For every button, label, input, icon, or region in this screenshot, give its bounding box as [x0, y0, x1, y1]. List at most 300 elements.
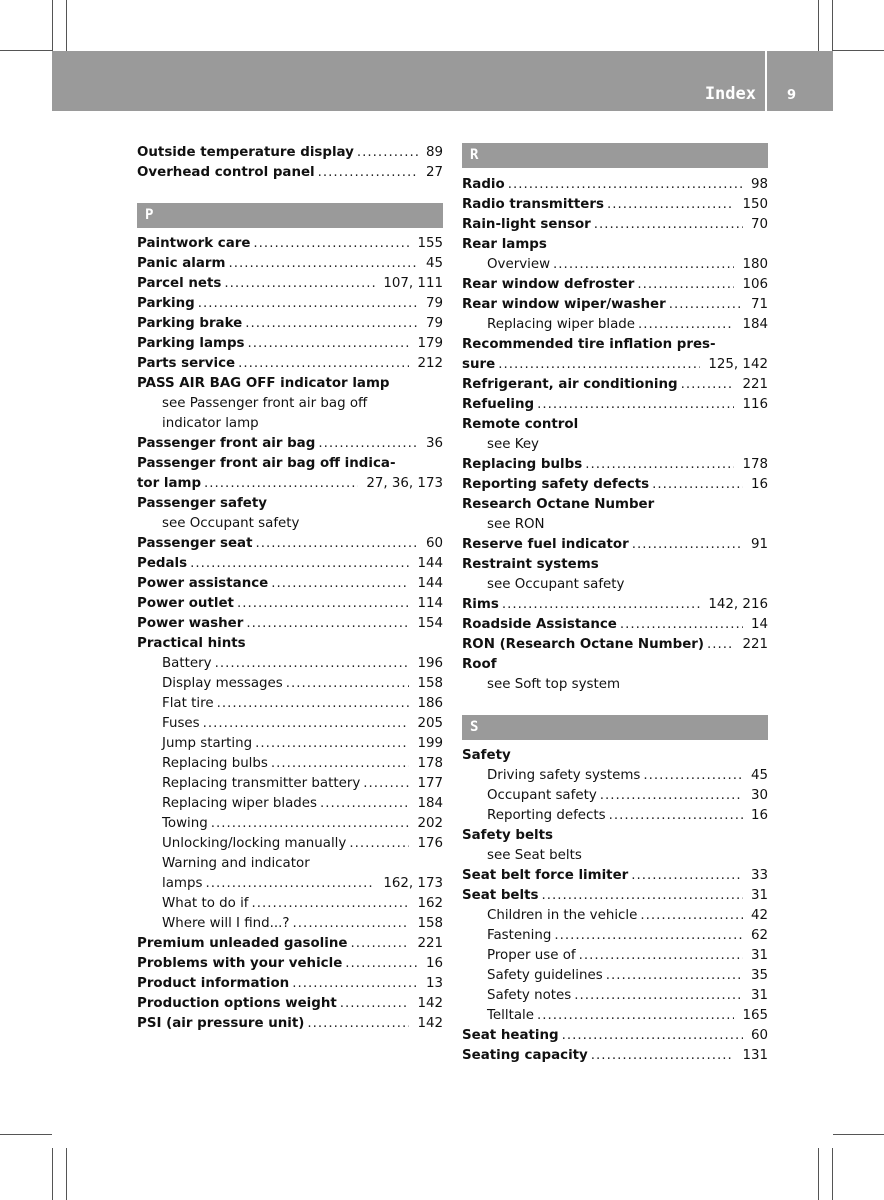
index-entry — [137, 594, 443, 614]
entry-page-ref: 158 — [417, 676, 443, 691]
entry-term: Refueling — [462, 397, 535, 412]
entry-term: Overview — [487, 257, 551, 272]
entry-page-ref: 186 — [417, 696, 443, 711]
dot-leader — [205, 874, 375, 894]
index-subentry — [462, 675, 768, 695]
index-subentry — [462, 846, 768, 866]
index-entry — [137, 334, 443, 354]
entry-term: Occupant safety — [487, 788, 597, 803]
entry-page-ref: 30 — [750, 788, 768, 803]
crop-mark — [66, 1148, 67, 1200]
entry-term: Children in the vehicle — [487, 908, 638, 923]
index-subentry — [137, 914, 443, 934]
index-subentry — [137, 734, 443, 754]
dot-leader — [253, 234, 409, 254]
entry-page-ref: 36 — [425, 436, 443, 451]
dot-leader — [585, 455, 734, 475]
index-entry — [137, 314, 443, 334]
dot-leader — [640, 906, 743, 926]
entry-page-ref: 221 — [742, 377, 768, 392]
dot-leader — [307, 1014, 409, 1034]
entry-page-ref: 196 — [417, 656, 443, 671]
dot-leader — [594, 215, 743, 235]
crop-mark — [66, 0, 67, 51]
dot-leader — [293, 914, 410, 934]
dot-leader — [643, 766, 743, 786]
dot-leader — [350, 934, 409, 954]
index-subentry — [462, 1006, 768, 1026]
entry-page-ref: 179 — [417, 336, 443, 351]
index-subentry — [137, 674, 443, 694]
index-entry — [462, 886, 768, 906]
dot-leader — [345, 954, 418, 974]
index-entry — [137, 954, 443, 974]
entry-page-ref: 35 — [750, 968, 768, 983]
entry-term: tor lamp — [137, 476, 202, 491]
entry-page-ref: 60 — [750, 1028, 768, 1043]
entry-term: Passenger front air bag off indica- — [137, 456, 396, 471]
crop-mark — [0, 1134, 52, 1135]
entry-term: Parts service — [137, 356, 236, 371]
entry-page-ref: 31 — [750, 988, 768, 1003]
index-entry — [462, 375, 768, 395]
index-entry — [462, 535, 768, 555]
entry-term: Safety — [462, 748, 511, 763]
index-subentry — [462, 435, 768, 455]
dot-leader — [363, 774, 409, 794]
crop-mark — [0, 50, 52, 51]
index-subentry — [137, 894, 443, 914]
dot-leader — [292, 974, 418, 994]
entry-term: Replacing wiper blades — [162, 796, 318, 811]
crop-mark — [833, 1134, 884, 1135]
index-entry — [462, 235, 768, 255]
index-subentry — [462, 766, 768, 786]
entry-page-ref: 221 — [742, 637, 768, 652]
index-entry — [462, 595, 768, 615]
entry-term: Towing — [162, 816, 208, 831]
dot-leader — [502, 595, 701, 615]
entry-term: Panic alarm — [137, 256, 226, 271]
crop-mark — [818, 0, 819, 51]
entry-page-ref: 91 — [750, 537, 768, 552]
index-subentry — [137, 834, 443, 854]
entry-page-ref: 106 — [742, 277, 768, 292]
dot-leader — [669, 295, 743, 315]
index-entry — [462, 275, 768, 295]
entry-term: What to do if — [162, 896, 249, 911]
entry-term: Replacing wiper blade — [487, 317, 636, 332]
dot-leader — [349, 834, 409, 854]
crop-mark — [832, 1148, 833, 1200]
entry-page-ref: 165 — [742, 1008, 768, 1023]
index-entry — [462, 395, 768, 415]
entry-page-ref: 31 — [750, 888, 768, 903]
entry-page-ref: 13 — [425, 976, 443, 991]
index-subentry — [462, 926, 768, 946]
index-subentry — [137, 394, 443, 414]
entry-term: Rear window wiper/washer — [462, 297, 666, 312]
entry-term: see Key — [487, 437, 539, 452]
entry-term: Jump starting — [162, 736, 253, 751]
entry-page-ref: 79 — [425, 316, 443, 331]
entry-page-ref: 42 — [750, 908, 768, 923]
dot-leader — [318, 163, 418, 183]
section-header-r: R — [462, 143, 768, 168]
entry-term: Outside temperature display — [137, 145, 354, 160]
section-header-p: P — [137, 203, 443, 228]
index-entry — [137, 374, 443, 394]
entry-term: Seat belt force limiter — [462, 868, 629, 883]
entry-term: Warning and indicator — [162, 856, 310, 871]
entry-term: Reporting safety defects — [462, 477, 650, 492]
entry-page-ref: 184 — [417, 796, 443, 811]
entry-term: Overhead control panel — [137, 165, 315, 180]
index-entry — [137, 934, 443, 954]
entry-page-ref: 176 — [417, 836, 443, 851]
index-subentry — [137, 754, 443, 774]
dot-leader — [579, 946, 743, 966]
dot-leader — [553, 255, 734, 275]
entry-page-ref: 142 — [417, 996, 443, 1011]
index-entry — [462, 655, 768, 675]
entry-term: lamps — [162, 876, 203, 891]
entry-term: Display messages — [162, 676, 283, 691]
entry-term: Unlocking/locking manually — [162, 836, 347, 851]
entry-term: see Occupant safety — [162, 516, 300, 531]
entry-term: Safety belts — [462, 828, 554, 843]
entry-term: Practical hints — [137, 636, 246, 651]
index-entry — [137, 354, 443, 374]
entry-term: Reporting defects — [487, 808, 606, 823]
entry-term: Roadside Assistance — [462, 617, 617, 632]
entry-page-ref: 177 — [417, 776, 443, 791]
dot-leader — [203, 714, 410, 734]
dot-leader — [537, 1006, 734, 1026]
entry-term: Research Octane Number — [462, 497, 655, 512]
entry-term: Passenger seat — [137, 536, 253, 551]
dot-leader — [286, 674, 410, 694]
entry-term: Power washer — [137, 616, 244, 631]
dot-leader — [606, 966, 743, 986]
index-entry — [137, 434, 443, 454]
crop-mark — [833, 50, 884, 51]
entry-term: Radio transmitters — [462, 197, 604, 212]
entry-list — [462, 175, 768, 695]
entry-term: Parking lamps — [137, 336, 245, 351]
dot-leader — [198, 294, 418, 314]
index-entry — [462, 555, 768, 575]
index-entry — [462, 175, 768, 195]
index-subentry — [462, 575, 768, 595]
entry-term: Product information — [137, 976, 290, 991]
entry-page-ref: 14 — [750, 617, 768, 632]
crop-mark — [818, 1148, 819, 1200]
entry-term: Reserve fuel indicator — [462, 537, 629, 552]
index-entry — [137, 274, 443, 294]
entry-term: Paintwork care — [137, 236, 251, 251]
entry-term: Seat heating — [462, 1028, 559, 1043]
index-entry — [137, 474, 443, 494]
index-subentry — [137, 774, 443, 794]
dot-leader — [271, 574, 409, 594]
index-subentry — [462, 906, 768, 926]
dot-leader — [637, 275, 734, 295]
entry-page-ref: 131 — [742, 1048, 768, 1063]
page-number: 9 — [787, 88, 797, 103]
dot-leader — [631, 866, 743, 886]
entry-term: RON (Research Octane Number) — [462, 637, 705, 652]
index-entry — [462, 1046, 768, 1066]
entry-term: Radio — [462, 177, 505, 192]
index-subentry — [462, 806, 768, 826]
entry-term: Rear lamps — [462, 237, 547, 252]
entry-term: Fastening — [487, 928, 552, 943]
index-entry — [462, 866, 768, 886]
dot-leader — [248, 334, 410, 354]
index-entry — [137, 143, 443, 163]
entry-page-ref: 27 — [425, 165, 443, 180]
dot-leader — [255, 734, 409, 754]
entry-term: Flat tire — [162, 696, 214, 711]
dot-leader — [508, 175, 743, 195]
entry-page-ref: 62 — [750, 928, 768, 943]
dot-leader — [215, 654, 410, 674]
entry-page-ref: 71 — [750, 297, 768, 312]
dot-leader — [228, 254, 418, 274]
index-entry — [137, 494, 443, 514]
entry-term: Recommended tire inflation pres- — [462, 337, 716, 352]
entry-page-ref: 98 — [750, 177, 768, 192]
index-entry — [462, 295, 768, 315]
index-entry — [462, 826, 768, 846]
entry-term: see Passenger front air bag off — [162, 396, 368, 411]
entry-page-ref: 116 — [742, 397, 768, 412]
index-subentry — [462, 515, 768, 535]
entry-page-ref: 79 — [425, 296, 443, 311]
index-entry — [137, 994, 443, 1014]
index-entry — [462, 615, 768, 635]
dot-leader — [498, 355, 700, 375]
index-entry — [137, 163, 443, 183]
index-entry — [462, 746, 768, 766]
index-entry — [462, 1026, 768, 1046]
index-entry — [137, 534, 443, 554]
index-entry — [462, 495, 768, 515]
entry-term: Rear window defroster — [462, 277, 635, 292]
page-title: Index — [704, 84, 756, 104]
entry-list — [137, 234, 443, 1034]
entry-page-ref: 155 — [417, 236, 443, 251]
dot-leader — [638, 315, 734, 335]
entry-term: Restraint systems — [462, 557, 599, 572]
entry-term: Replacing transmitter battery — [162, 776, 361, 791]
dot-leader — [217, 694, 410, 714]
entry-term: see Seat belts — [487, 848, 582, 863]
entry-page-ref: 31 — [750, 948, 768, 963]
dot-leader — [562, 1026, 743, 1046]
entry-term: Rims — [462, 597, 499, 612]
index-subentry — [462, 315, 768, 335]
entry-term: PSI (air pressure unit) — [137, 1016, 305, 1031]
index-subentry — [137, 654, 443, 674]
index-entry — [462, 215, 768, 235]
dot-leader — [224, 274, 375, 294]
entry-page-ref: 212 — [417, 356, 443, 371]
crop-mark — [52, 1148, 53, 1200]
index-subentry — [137, 414, 443, 434]
index-subentry — [137, 854, 443, 874]
entry-term: Driving safety systems — [487, 768, 641, 783]
entry-page-ref: 114 — [417, 596, 443, 611]
entry-page-ref: 45 — [750, 768, 768, 783]
entry-term: Remote control — [462, 417, 579, 432]
entry-page-ref: 89 — [425, 145, 443, 160]
entry-term: PASS AIR BAG OFF indicator lamp — [137, 376, 390, 391]
index-entry — [462, 415, 768, 435]
index-entry — [137, 974, 443, 994]
entry-term: Proper use of — [487, 948, 576, 963]
dot-leader — [255, 534, 417, 554]
entry-term: Parcel nets — [137, 276, 222, 291]
dot-leader — [357, 143, 418, 163]
index-entry — [462, 635, 768, 655]
index-column-left — [137, 143, 443, 1034]
index-entry — [137, 294, 443, 314]
index-entry — [137, 614, 443, 634]
dot-leader — [574, 986, 743, 1006]
entry-term: Seat belts — [462, 888, 539, 903]
index-subentry — [137, 794, 443, 814]
index-entry — [137, 634, 443, 654]
dot-leader — [252, 894, 410, 914]
dot-leader — [271, 754, 410, 774]
dot-leader — [541, 886, 742, 906]
index-subentry — [462, 255, 768, 275]
dot-leader — [681, 375, 735, 395]
index-subentry — [462, 786, 768, 806]
entry-term: Fuses — [162, 716, 200, 731]
index-subentry — [137, 514, 443, 534]
index-entry — [462, 355, 768, 375]
entry-term: Production options weight — [137, 996, 337, 1011]
dot-leader — [238, 354, 409, 374]
header-divider — [765, 51, 767, 111]
entry-page-ref: 199 — [417, 736, 443, 751]
crop-mark — [52, 0, 53, 51]
entry-page-ref: 142 — [417, 1016, 443, 1031]
dot-leader — [204, 474, 358, 494]
entry-term: Replacing bulbs — [162, 756, 268, 771]
entry-page-ref: 16 — [425, 956, 443, 971]
index-entry — [462, 475, 768, 495]
dot-leader — [652, 475, 743, 495]
dot-leader — [554, 926, 743, 946]
entry-page-ref: 142, 216 — [708, 597, 768, 612]
dot-leader — [632, 535, 743, 555]
entry-page-ref: 144 — [417, 576, 443, 591]
dot-leader — [609, 806, 743, 826]
entry-term: Problems with your vehicle — [137, 956, 343, 971]
dot-leader — [537, 395, 734, 415]
entry-term: Premium unleaded gasoline — [137, 936, 348, 951]
entry-page-ref: 205 — [417, 716, 443, 731]
entry-page-ref: 125, 142 — [708, 357, 768, 372]
section-header-s: S — [462, 715, 768, 740]
entry-term: Power assistance — [137, 576, 269, 591]
entry-page-ref: 154 — [417, 616, 443, 631]
entry-term: see RON — [487, 517, 545, 532]
entry-term: Rain-light sensor — [462, 217, 591, 232]
dot-leader — [237, 594, 409, 614]
entry-page-ref: 60 — [425, 536, 443, 551]
dot-leader — [320, 794, 409, 814]
index-entry — [137, 1014, 443, 1034]
entry-term: sure — [462, 357, 496, 372]
index-entry — [462, 335, 768, 355]
entry-term: Where will I find...? — [162, 916, 290, 931]
index-entry — [462, 195, 768, 215]
index-entry — [137, 254, 443, 274]
entry-page-ref: 162, 173 — [383, 876, 443, 891]
index-entry — [137, 554, 443, 574]
entry-term: Battery — [162, 656, 212, 671]
dot-leader — [607, 195, 735, 215]
dot-leader — [620, 615, 743, 635]
index-subentry — [137, 874, 443, 894]
index-subentry — [462, 966, 768, 986]
dot-leader — [340, 994, 410, 1014]
entry-page-ref: 45 — [425, 256, 443, 271]
entry-term: Roof — [462, 657, 497, 672]
dot-leader — [600, 786, 743, 806]
index-entry — [137, 454, 443, 474]
entry-page-ref: 16 — [750, 477, 768, 492]
dot-leader — [591, 1046, 735, 1066]
entry-term: Safety guidelines — [487, 968, 603, 983]
entry-term: Safety notes — [487, 988, 572, 1003]
entry-term: Replacing bulbs — [462, 457, 583, 472]
entry-term: Passenger front air bag — [137, 436, 316, 451]
entry-term: Seating capacity — [462, 1048, 588, 1063]
entry-term: Telltale — [487, 1008, 534, 1023]
dot-leader — [318, 434, 418, 454]
index-entry — [137, 234, 443, 254]
entry-page-ref: 27, 36, 173 — [366, 476, 443, 491]
entry-page-ref: 16 — [750, 808, 768, 823]
entry-page-ref: 144 — [417, 556, 443, 571]
entry-term: Power outlet — [137, 596, 234, 611]
entry-page-ref: 107, 111 — [383, 276, 443, 291]
entry-page-ref: 158 — [417, 916, 443, 931]
index-entry — [137, 574, 443, 594]
dot-leader — [707, 635, 734, 655]
entry-page-ref: 221 — [417, 936, 443, 951]
dot-leader — [190, 554, 409, 574]
index-column-right — [462, 143, 768, 1066]
entry-term: Refrigerant, air conditioning — [462, 377, 678, 392]
dot-leader — [246, 614, 409, 634]
crop-mark — [832, 0, 833, 51]
index-subentry — [137, 714, 443, 734]
index-subentry — [137, 694, 443, 714]
entry-page-ref: 180 — [742, 257, 768, 272]
entry-term: Passenger safety — [137, 496, 268, 511]
dot-leader — [211, 814, 410, 834]
index-subentry — [462, 946, 768, 966]
entry-term: Parking — [137, 296, 195, 311]
entry-page-ref: 178 — [742, 457, 768, 472]
